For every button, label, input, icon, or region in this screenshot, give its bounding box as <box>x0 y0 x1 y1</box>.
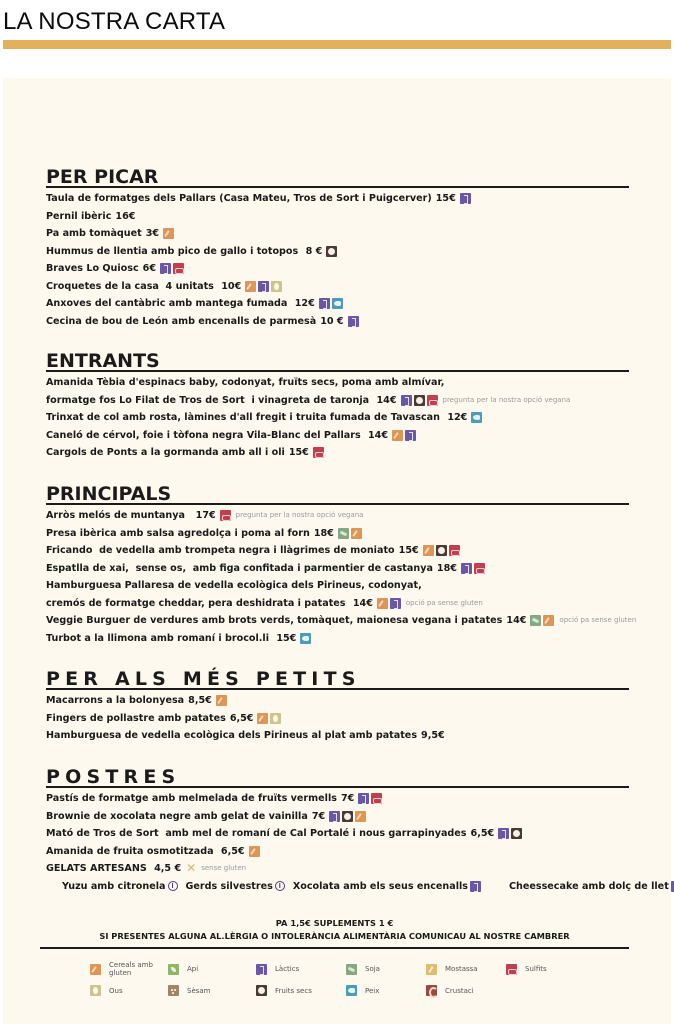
item-price: 8 € <box>305 245 323 257</box>
item-name: Veggie Burguer de verdures amb brots verds, tomàquet, maionesa vegana i patates <box>46 615 503 626</box>
item-price: 15€ <box>288 447 309 458</box>
flavour-item <box>293 878 509 896</box>
legend-label: Soja <box>365 965 380 973</box>
menu-item <box>46 860 629 878</box>
item-name: Fingers de pollastre amb patates <box>46 712 226 724</box>
legend-item-ous <box>90 985 168 996</box>
item-price: 7€ <box>340 793 355 804</box>
section-title: ENTRANTS <box>46 350 629 372</box>
item-price: 3€ <box>145 228 160 239</box>
allergen-icons <box>300 633 311 644</box>
ous-allergen-icon <box>270 713 281 724</box>
page-title: LA NOSTRA CARTA <box>3 8 226 35</box>
fruits-allergen-icon <box>326 246 337 257</box>
menu-item <box>46 843 629 861</box>
soja-allergen-icon <box>338 528 349 539</box>
item-price: 7€ <box>311 810 326 822</box>
item-name: Presa ibèrica amb salsa agredolça i poma al forn <box>46 527 310 539</box>
item-price: 16€ <box>115 210 136 222</box>
item-name: Hamburguesa de vedella ecològica dels Pirineus al plat amb patates <box>46 730 418 741</box>
flavour-name: Xocolata amb els seus encenalls <box>292 880 468 892</box>
legend-item-gluten <box>90 961 168 977</box>
sulfits-allergen-icon <box>313 447 324 458</box>
allergen-icons <box>220 510 231 521</box>
legend-item-lactics <box>256 961 346 977</box>
sulfits-allergen-icon <box>474 563 485 574</box>
menu-item <box>46 542 629 560</box>
legend-label: Fruits secs <box>275 986 312 995</box>
item-price: 14€ <box>506 615 527 626</box>
item-name: Anxoves del cantàbric amb mantega fumada <box>46 298 291 309</box>
soja-allergen-icon <box>346 964 357 975</box>
legend-label: Sulfits <box>525 965 547 973</box>
menu-item <box>46 392 629 410</box>
item-price: 9,5€ <box>421 730 445 741</box>
peix-allergen-icon <box>471 412 482 423</box>
lactics-allergen-icon <box>498 828 509 839</box>
item-list <box>46 790 669 895</box>
lactics-allergen-icon <box>470 881 481 892</box>
menu-item <box>46 825 629 843</box>
item-name: Cecina de bou de León amb encenalls de parmesà <box>46 315 317 327</box>
allergen-icons <box>530 615 554 626</box>
item-price: 14€ <box>352 597 373 609</box>
flavour-name: Yuzu amb citronela <box>62 880 166 892</box>
item-list <box>46 374 629 462</box>
menu-item <box>46 612 637 630</box>
legend-item-mostassa <box>426 961 506 977</box>
item-price: 17€ <box>195 510 216 521</box>
menu-item <box>46 374 629 392</box>
fruits-allergen-icon <box>256 985 267 996</box>
legend-item-peix <box>346 985 426 996</box>
legend-item-sesam <box>168 985 256 996</box>
item-note: opció pa sense gluten <box>405 598 483 607</box>
section-title: PER ALS MÉS PETITS <box>46 668 629 690</box>
allergen-icons <box>257 713 281 724</box>
item-name: Hummus de llentia amb pico de gallo i totopos <box>46 245 302 257</box>
item-name: Trinxat de col amb rosta, làmines d'all fregit i truita fumada de Tavascan <box>46 412 444 423</box>
lactose-free-icon: l <box>168 881 178 891</box>
gluten-allergen-icon <box>163 228 174 239</box>
legend-label: Làctics <box>275 965 300 973</box>
flavour-name: Gerds silvestres <box>185 880 273 892</box>
fruits-allergen-icon <box>511 828 522 839</box>
item-price: 6,5€ <box>220 845 245 857</box>
item-name: Croquetes de la casa 4 unitats <box>46 280 218 292</box>
lactics-allergen-icon <box>461 563 472 574</box>
sulfits-allergen-icon <box>506 964 517 975</box>
gluten-allergen-icon <box>543 615 554 626</box>
flavour-item <box>509 878 674 896</box>
gluten-allergen-icon <box>249 846 260 857</box>
item-name: Mató de Tros de Sort amb mel de romaní de Cal Portalé i nous garrapinyades <box>46 828 467 839</box>
allergen-legend <box>90 961 600 996</box>
menu-item <box>46 409 629 427</box>
allergen-icons <box>245 281 282 292</box>
menu-item <box>46 790 629 808</box>
allergen-icons <box>461 563 485 574</box>
allergen-icons <box>401 395 438 406</box>
item-price: 15€ <box>398 545 419 556</box>
gluten-allergen-icon <box>216 695 227 706</box>
gluten-allergen-icon <box>392 430 403 441</box>
legend-label: Peix <box>365 986 380 995</box>
menu-item <box>46 630 629 648</box>
item-name: Fricando de vedella amb trompeta negra i llàgrimes de moniato <box>46 545 395 556</box>
item-price: 12€ <box>447 412 468 423</box>
item-price: 10€ <box>221 280 242 292</box>
menu-item <box>46 710 629 728</box>
ice-cream-flavours <box>46 878 669 896</box>
lactics-allergen-icon <box>348 316 359 327</box>
legend-label: Mostassa <box>445 965 478 973</box>
menu-item <box>46 727 629 745</box>
legend-label: Api <box>187 965 199 973</box>
allergen-icons <box>498 828 522 839</box>
lactics-allergen-icon <box>401 395 412 406</box>
item-name: Pastís de formatge amb melmelada de fruïts vermells <box>46 793 337 804</box>
allergy-warning: SI PRESENTES ALGUNA AL.LÈRGIA O INTOLERÀNCIA ALIMENTÀRIA COMUNICAU AL NOSTRE CAMBRER <box>99 930 570 941</box>
allergen-icons <box>338 528 362 539</box>
item-price: 8,5€ <box>188 695 212 706</box>
item-name: Pernil ibèric <box>46 210 112 222</box>
allergen-icons <box>423 545 460 556</box>
allergen-icons <box>163 228 174 239</box>
item-list <box>46 692 629 745</box>
gluten-allergen-icon <box>355 811 366 822</box>
item-list <box>46 190 629 330</box>
menu-item <box>46 507 629 525</box>
allergen-icons <box>216 695 227 706</box>
menu-item <box>46 525 629 543</box>
lactics-allergen-icon <box>258 281 269 292</box>
menu-item <box>46 427 629 445</box>
lactics-allergen-icon <box>256 964 267 975</box>
allergen-icons <box>377 598 401 609</box>
item-name: Amanida Tèbia d'espinacs baby, codonyat, fruïts secs, poma amb almívar, <box>46 377 445 388</box>
section-title: PRINCIPALS <box>46 483 629 505</box>
menu-item <box>46 278 629 296</box>
lactics-allergen-icon <box>160 263 171 274</box>
item-price: 10 € <box>320 315 344 327</box>
legend-label: Crustaci <box>445 986 474 995</box>
menu-item <box>46 808 629 826</box>
item-name: Pa amb tomàquet <box>46 228 142 239</box>
ous-allergen-icon <box>271 281 282 292</box>
menu-section <box>46 668 629 745</box>
api-allergen-icon <box>168 964 179 975</box>
item-name: Amanida de fruita osmotitzada <box>46 845 217 857</box>
item-price: 18€ <box>436 562 457 574</box>
lactics-allergen-icon <box>358 793 369 804</box>
title-accent-bar <box>3 40 671 49</box>
allergen-icons <box>249 846 260 857</box>
menu-item <box>46 577 629 595</box>
allergen-icons <box>460 193 471 204</box>
soja-allergen-icon <box>530 615 541 626</box>
peix-allergen-icon <box>300 633 311 644</box>
item-price: 18€ <box>313 527 334 539</box>
gluten-allergen-icon <box>423 545 434 556</box>
item-price: 14€ <box>376 394 397 406</box>
legend-label: Ous <box>109 986 123 995</box>
menu-item <box>46 243 629 261</box>
legend-label: Sèsam <box>187 986 211 995</box>
allergen-icons <box>348 316 359 327</box>
menu-item <box>46 225 629 243</box>
item-price: 6€ <box>142 263 156 274</box>
allergen-icons <box>392 430 416 441</box>
item-price: 4,5 € <box>154 863 182 874</box>
menu-item <box>46 260 629 278</box>
lactics-allergen-icon <box>390 598 401 609</box>
allergen-icons <box>358 793 382 804</box>
item-name: Braves Lo Quiosc <box>46 263 139 274</box>
item-name: cremós de formatge cheddar, pera deshidrata i patates <box>46 597 349 609</box>
lactose-free-icon: l <box>275 881 285 891</box>
legend-item-api <box>168 961 256 977</box>
menu-item <box>46 208 629 226</box>
sesam-allergen-icon <box>168 985 179 996</box>
fruits-allergen-icon <box>436 545 447 556</box>
item-price: 12€ <box>294 298 315 309</box>
item-list <box>46 507 637 647</box>
flavour-item <box>62 878 186 896</box>
fruits-allergen-icon <box>414 395 425 406</box>
item-note: pregunta per la nostra opció vegana <box>442 395 571 404</box>
item-name: Macarrons a la bolonyesa <box>46 695 185 706</box>
allergen-icons <box>329 811 366 822</box>
item-price: 14€ <box>368 429 389 441</box>
allergen-icons <box>313 447 324 458</box>
legend-item-sulfits <box>506 961 576 977</box>
sulfits-allergen-icon <box>220 510 231 521</box>
item-note: sense gluten <box>201 864 247 872</box>
sulfits-allergen-icon <box>427 395 438 406</box>
menu-section <box>46 350 629 462</box>
item-name: Caneló de cérvol, foie i tòfona negra Vila-Blanc del Pallars <box>46 429 364 441</box>
gluten-allergen-icon <box>257 713 268 724</box>
gluten-allergen-icon <box>351 528 362 539</box>
allergen-icons <box>471 412 482 423</box>
allergen-icons <box>319 298 343 309</box>
lactics-allergen-icon <box>319 298 330 309</box>
legend-label: Cereals amb gluten <box>109 961 153 977</box>
peix-allergen-icon <box>346 985 357 996</box>
sulfits-allergen-icon <box>173 263 184 274</box>
gluten-allergen-icon <box>90 964 101 975</box>
gluten-allergen-icon <box>245 281 256 292</box>
legend-item-fruits <box>256 985 346 996</box>
menu-section <box>46 766 669 895</box>
menu-item <box>46 444 629 462</box>
mostassa-allergen-icon <box>426 964 437 975</box>
menu-item <box>46 692 629 710</box>
footer-notes <box>40 917 629 942</box>
bread-supplements-note: PA 1,5€ SUPLEMENTS 1 € <box>275 918 394 928</box>
menu-item <box>46 313 629 331</box>
allergen-icons <box>326 246 337 257</box>
flavour-name: Cheessecake amb dolç de llet <box>509 880 669 892</box>
legend-item-crustaci <box>426 985 506 996</box>
item-note: opció pa sense gluten <box>559 616 637 624</box>
ous-allergen-icon <box>90 985 101 996</box>
item-price: 15€ <box>276 632 297 644</box>
menu-item <box>46 190 629 208</box>
section-title: PER PICAR <box>46 166 629 188</box>
footer-divider <box>40 947 629 949</box>
item-name: Hamburguesa Pallaresa de vedella ecològica dels Pirineus, codonyat, <box>46 580 422 591</box>
peix-allergen-icon <box>332 298 343 309</box>
fruits-allergen-icon <box>342 811 353 822</box>
item-name: Espatlla de xai, sense os, amb figa confitada i parmentier de castanya <box>46 562 433 574</box>
section-title: POSTRES <box>46 766 629 788</box>
item-note: pregunta per la nostra opció vegana <box>235 511 364 519</box>
item-price: 6,5€ <box>470 828 495 839</box>
menu-item <box>46 560 629 578</box>
item-name: Brownie de xocolata negre amb gelat de vainilla <box>46 810 308 822</box>
item-price: 15€ <box>435 193 456 204</box>
flavour-item <box>186 878 293 896</box>
item-name: formatge fos Lo Filat de Tros de Sort i vinagreta de taronja <box>46 394 373 406</box>
allergen-icons <box>160 263 184 274</box>
crustaci-allergen-icon <box>426 985 437 996</box>
sulfits-allergen-icon <box>449 545 460 556</box>
item-name: Turbot a la llimona amb romaní i brocol.li <box>46 632 273 644</box>
menu-section <box>46 166 629 330</box>
lactics-allergen-icon <box>405 430 416 441</box>
item-price: 6,5€ <box>229 712 254 724</box>
menu-item <box>46 595 629 613</box>
item-name: Cargols de Ponts a la gormanda amb all i oli <box>46 447 285 458</box>
lactics-allergen-icon <box>329 811 340 822</box>
item-name: GELATS ARTESANS <box>46 863 151 874</box>
item-name: Taula de formatges dels Pallars (Casa Mateu, Tros de Sort i Puigcerver) <box>46 193 432 204</box>
sulfits-allergen-icon <box>371 793 382 804</box>
menu-item <box>46 295 629 313</box>
menu-section <box>46 483 637 647</box>
legend-item-soja <box>346 961 426 977</box>
item-name: Arròs melós de muntanya <box>46 510 192 521</box>
lactics-allergen-icon <box>460 193 471 204</box>
gluten-allergen-icon <box>377 598 388 609</box>
gluten-free-icon: ✕ <box>186 861 197 875</box>
